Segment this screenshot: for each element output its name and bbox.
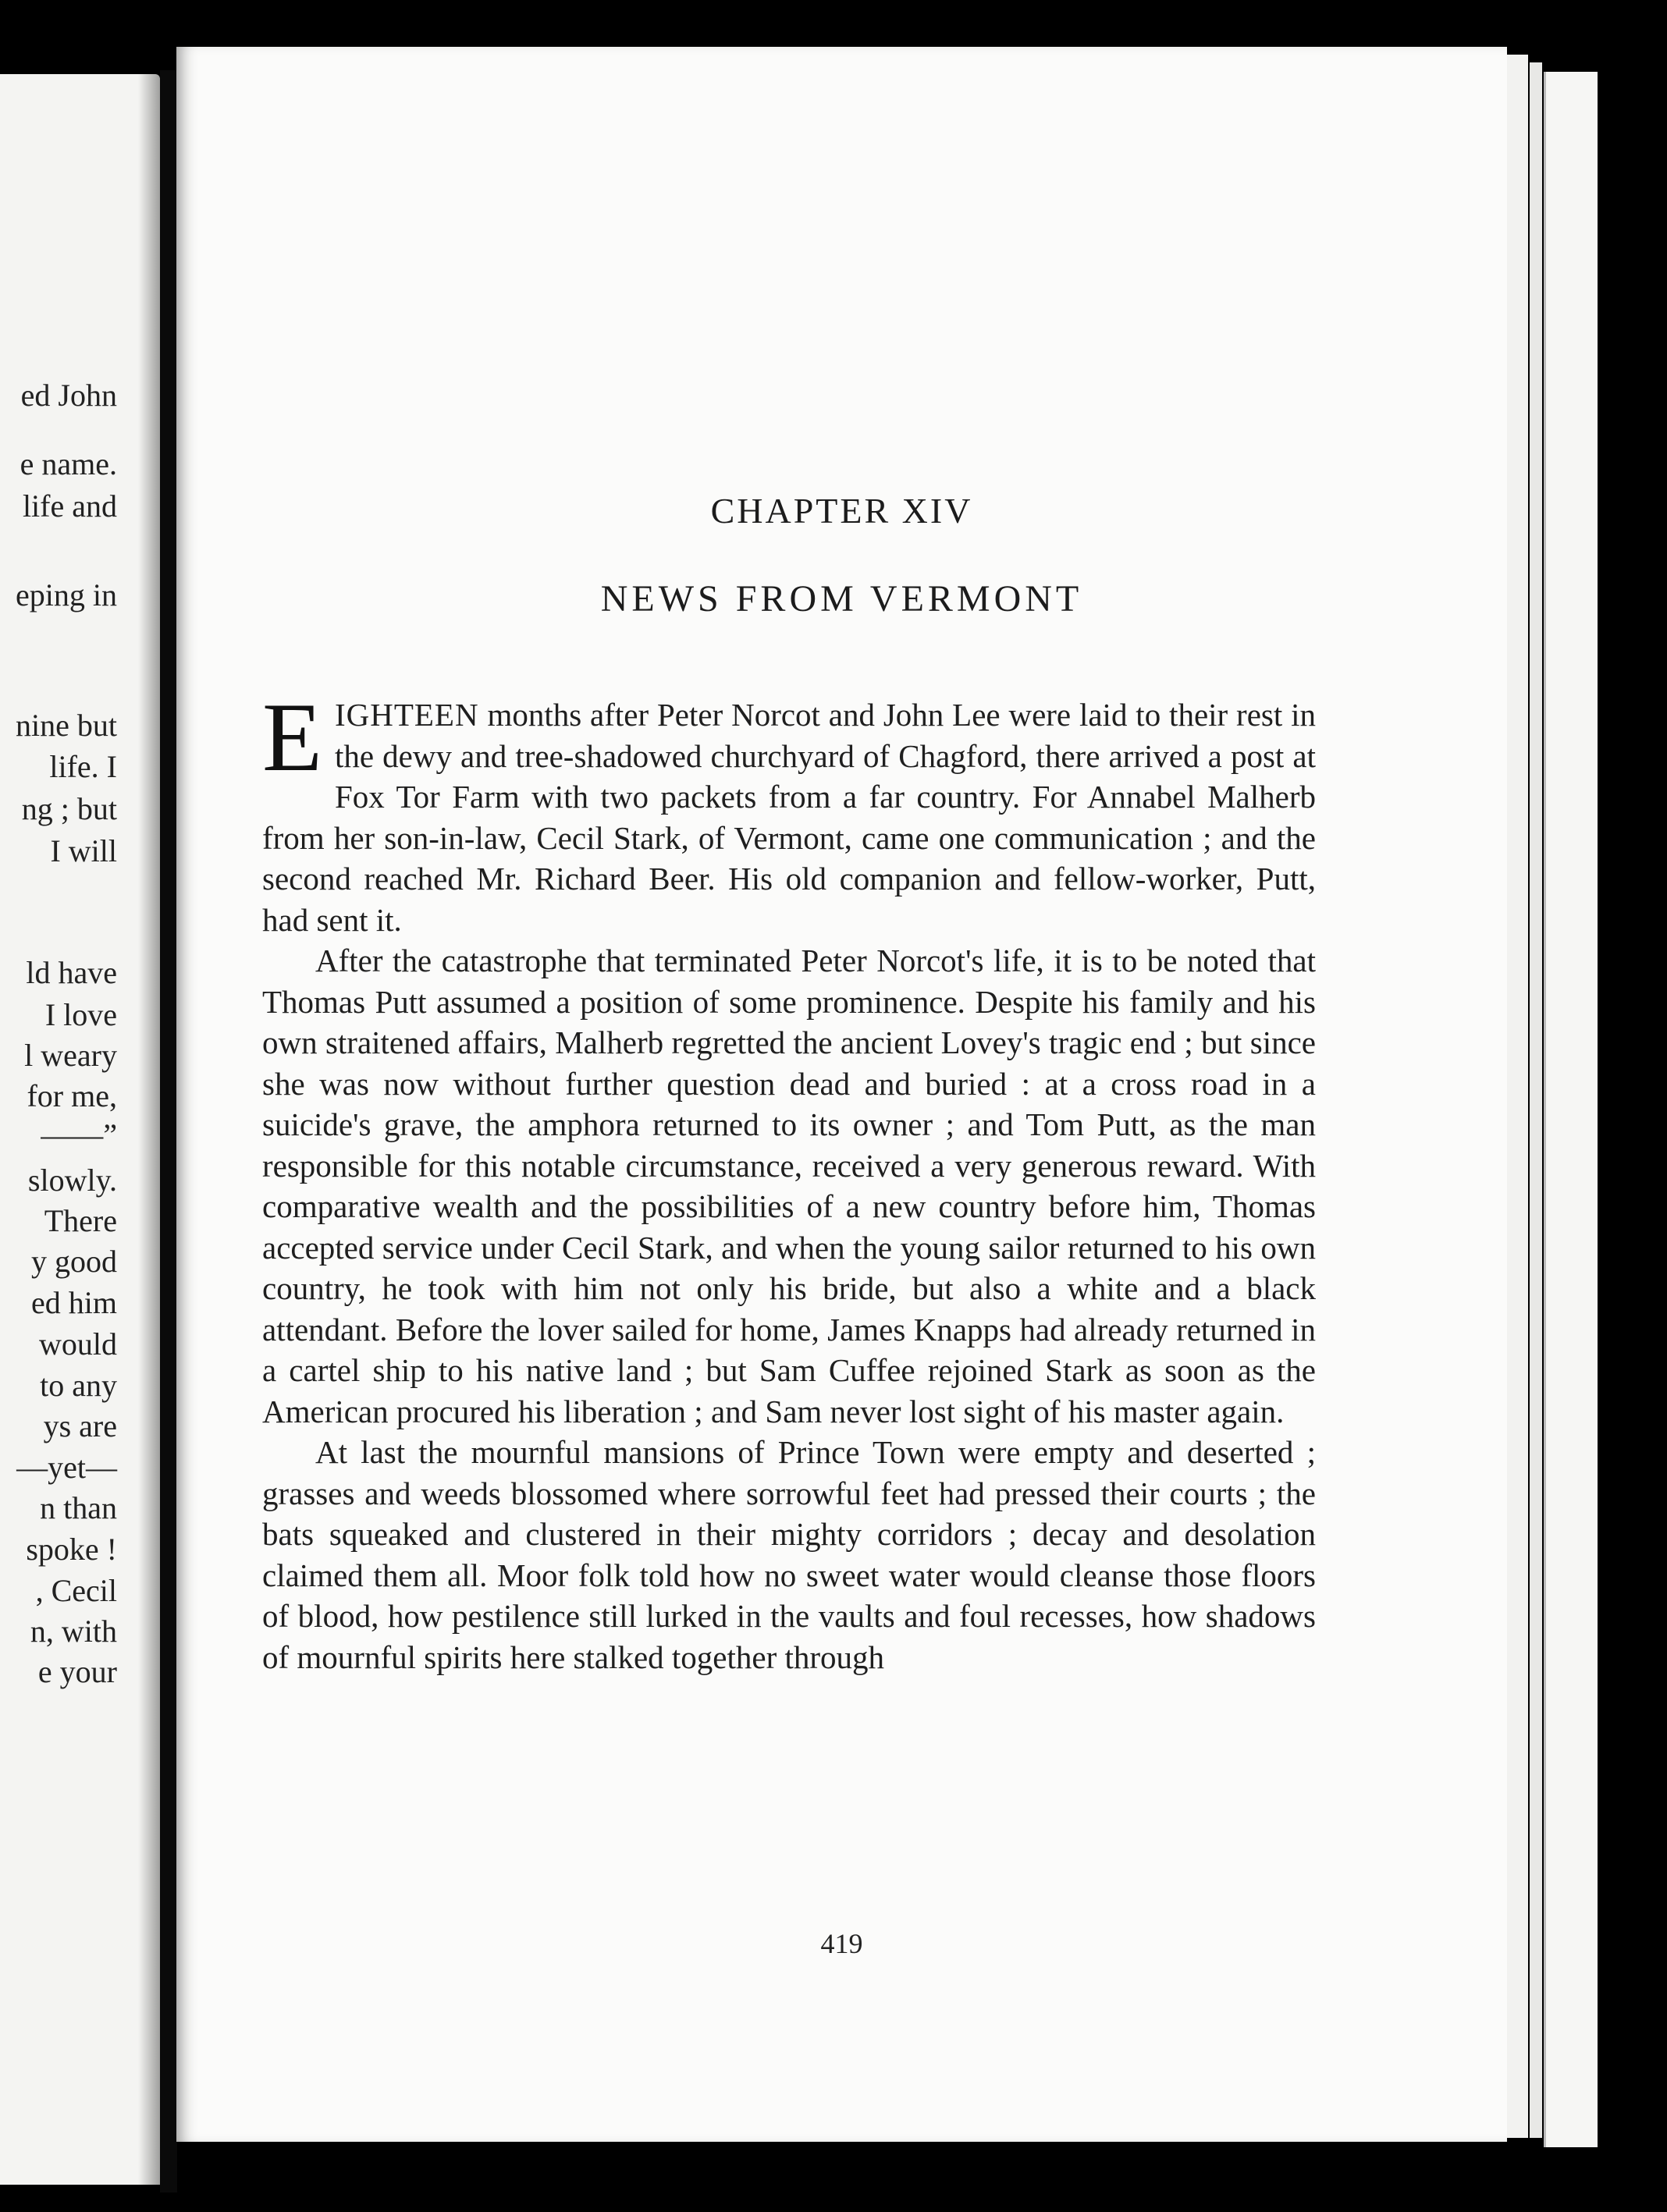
left-page-line: y good: [31, 1244, 117, 1279]
left-page-line: slowly.: [27, 1163, 117, 1198]
left-page-line: —yet—: [16, 1450, 117, 1485]
left-page-line: e name.: [20, 446, 117, 481]
left-page-line: to any: [40, 1368, 117, 1403]
left-page-line: life. I: [49, 749, 117, 784]
book-gutter: [160, 70, 177, 2192]
page-edge: [1544, 72, 1598, 2147]
left-page-line: nine but: [16, 708, 117, 743]
left-page-line: ——”: [41, 1117, 117, 1152]
left-page-line: n, with: [30, 1614, 117, 1649]
body-text: [262, 683, 1316, 1678]
left-page-line: l weary: [24, 1038, 117, 1073]
left-page-line: ed John: [20, 378, 117, 413]
paragraph-text: months after Peter Norcot and John Lee were laid to their rest in the dewy and tree-shadowed churchyard of Chagford, there arrived a post at Fox Tor Farm with two packets from a far country. For Annabel Malherb from her son-in-law, Cecil Stark, of Vermont, came one communication ; and the second reached Mr. Richard Beer. His old companion and fellow-worker, Putt, had sent it.: [262, 697, 1316, 938]
left-page-line: e your: [37, 1654, 117, 1689]
left-page-line: eping in: [16, 577, 117, 612]
left-page-line: life and: [22, 488, 117, 524]
drop-cap: E: [262, 683, 322, 792]
paragraph: At last the mournful mansions of Prince Town were empty and deserted ; grasses and weeds blossomed where sorrowful feet had pressed their courts ; the bats squeaked and clustered in their mighty corridors ; decay and desolation claimed them all. Moor folk told how no sweet water would cleanse those floors of blood, how pestilence still lurked in the vaults and foul recesses, how shadows of mournful spirits here stalked together through: [262, 1434, 1316, 1675]
page-number: 419: [820, 1928, 863, 1959]
page-edge: [1505, 55, 1528, 2138]
left-page-line: ed him: [31, 1285, 117, 1320]
left-page-line: ld have: [26, 955, 117, 990]
left-page-line: ng ; but: [21, 791, 117, 826]
right-page: [176, 47, 1507, 2142]
left-page-line: would: [39, 1326, 117, 1362]
left-page-line: for me,: [27, 1078, 117, 1113]
page-edge: [1530, 62, 1542, 2138]
chapter-heading: CHAPTER XIV: [710, 491, 973, 531]
first-word: IGHTEEN: [334, 697, 479, 733]
left-page-line: I love: [44, 997, 117, 1032]
left-gutter-shadow: [138, 74, 160, 2185]
chapter-title: NEWS FROM VERMONT: [600, 578, 1083, 620]
left-page-line: I will: [50, 833, 117, 868]
left-page-line: n than: [40, 1490, 117, 1525]
left-page-line: spoke !: [26, 1532, 117, 1567]
left-page-line: There: [44, 1203, 117, 1238]
left-page-line: ys are: [43, 1408, 117, 1443]
left-page-line: , Cecil: [35, 1573, 117, 1608]
left-page: [0, 74, 160, 2185]
paragraph: After the catastrophe that terminated Peter Norcot's life, it is to be noted that Thomas Putt assumed a position of some prominence. Despite his family and his own straitened affairs, Malherb regretted the ancient Lovey's tragic end ; but since she was now without further question dead and buried : at a cross road in a suicide's grave, the amphora returned to its owner ; and Tom Putt, as the man responsible for this notable circumstance, received a very generous reward. With comparative wealth and the possibilities of a new country before him, Thomas accepted service under Cecil Stark, and when the young sailor returned to his own country, he took with him not only his bride, but also a white and a black attendant. Before the lover sailed for home, James Knapps had already returned in a cartel ship to his native land ; but Sam Cuffee rejoined Stark as soon as the American procured his liberation ; and Sam never lost sight of his master again.: [262, 943, 1316, 1429]
paragraph: [262, 683, 1316, 940]
